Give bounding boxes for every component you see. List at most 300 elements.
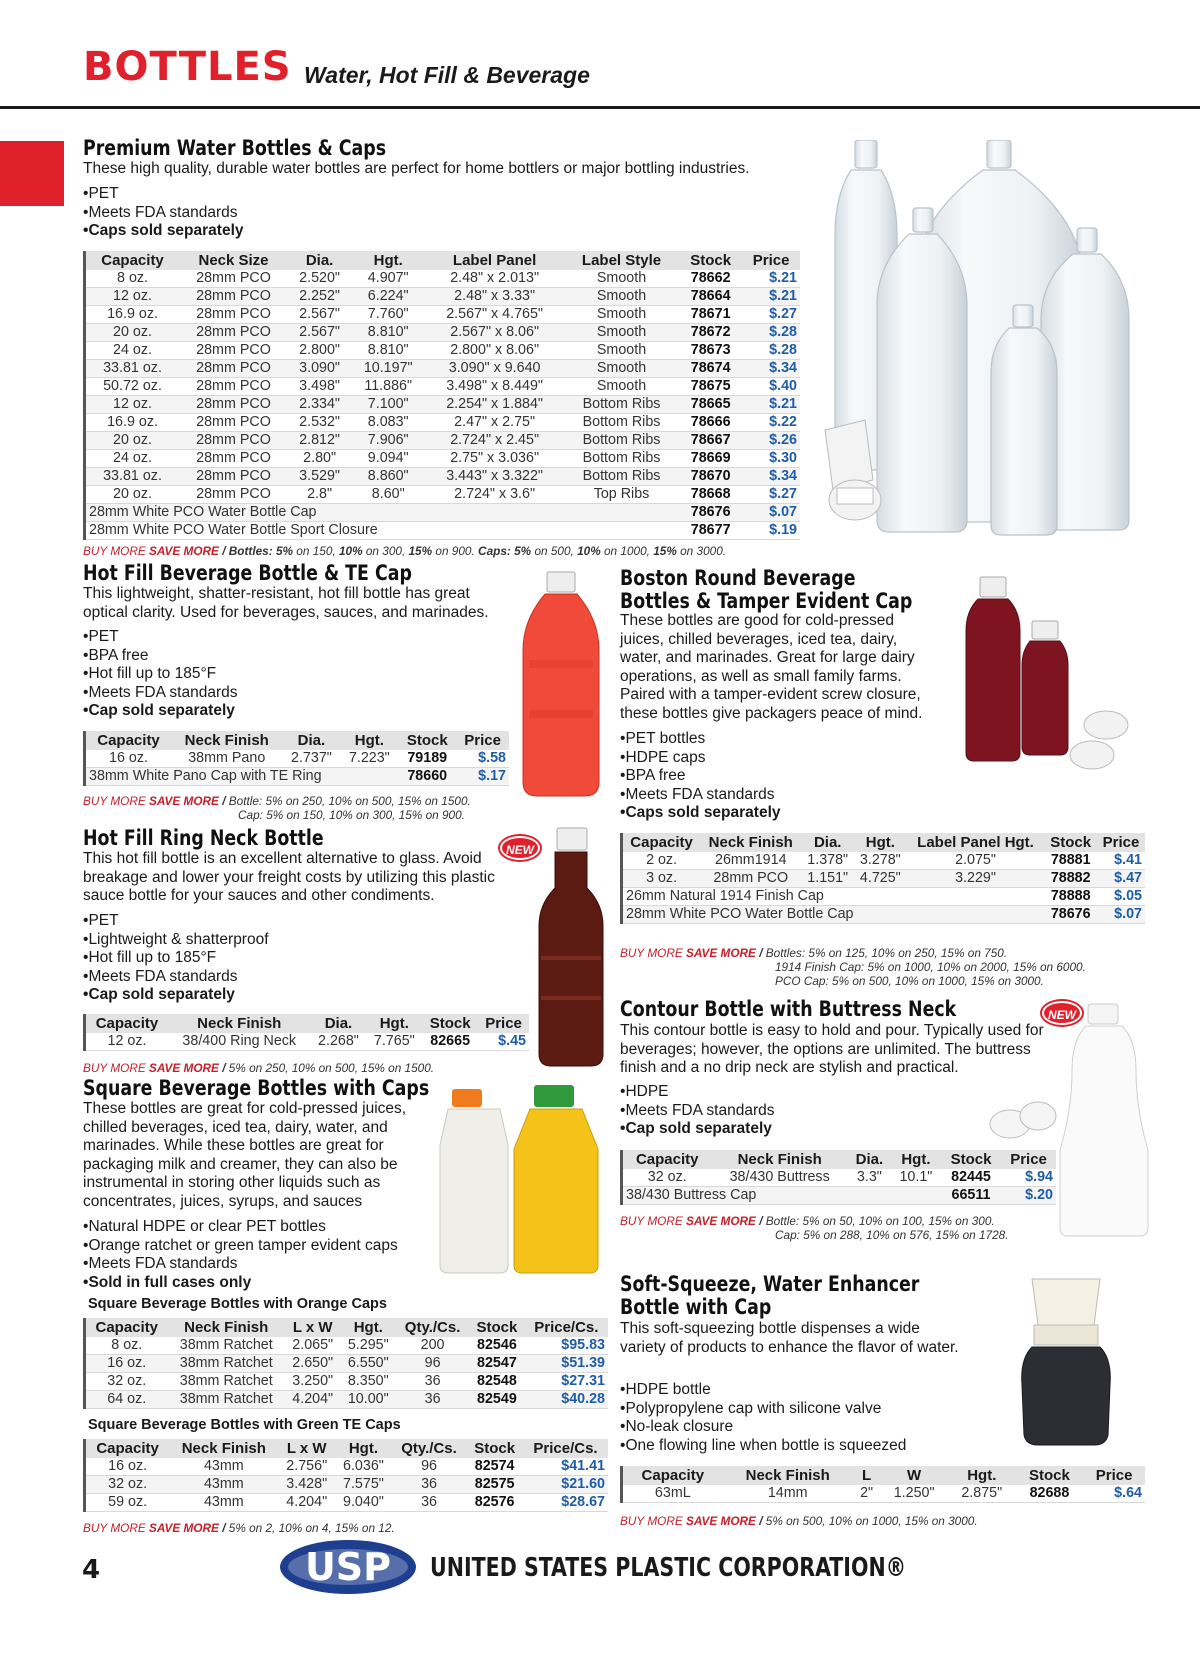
table-cell: 63mL: [622, 1485, 723, 1503]
table-cell: 78674: [679, 360, 742, 378]
table-cell: 2.567": [288, 324, 351, 342]
table-cell: Smooth: [564, 342, 679, 360]
table-cell: 2.254" x 1.884": [425, 396, 564, 414]
table-cell: 28mm PCO: [179, 360, 288, 378]
table-cell: 8.350": [341, 1373, 397, 1391]
table-cell: 20 oz.: [85, 432, 180, 450]
table-cell: 2.800" x 8.06": [425, 342, 564, 360]
premium-title: Premium Water Bottles & Caps: [83, 136, 387, 160]
square-title: Square Beverage Bottles with Caps: [83, 1076, 430, 1100]
water-bottles-image: [815, 140, 1150, 540]
table-cell: 28mm White PCO Water Bottle Sport Closure: [85, 522, 680, 540]
table-cell: 66511: [941, 1187, 1001, 1205]
table-cell: 28mm PCO: [179, 306, 288, 324]
table-row: [85, 450, 801, 468]
column-header: Neck Finish: [723, 1466, 853, 1485]
column-header: Stock: [422, 1014, 478, 1033]
column-header: Price: [456, 731, 509, 750]
table-cell: Smooth: [564, 360, 679, 378]
contour-title: Contour Bottle with Buttress Neck: [620, 997, 957, 1021]
table-cell: 8.810": [351, 324, 425, 342]
bullet: • PET: [83, 185, 244, 204]
table-cell: $.64: [1083, 1485, 1145, 1503]
table-cell: 2.48" x 3.33": [425, 288, 564, 306]
column-header: Hgt.: [340, 731, 398, 750]
table-cell: $.07: [742, 504, 800, 522]
table-row: [85, 1337, 609, 1355]
column-header: Hgt.: [341, 1318, 397, 1337]
table-cell: 7.223": [340, 750, 398, 768]
column-header: Capacity: [622, 1466, 723, 1485]
square-bottles-image: [430, 1085, 610, 1275]
table-cell: 2.724" x 3.6": [425, 486, 564, 504]
page-number: 4: [82, 1555, 101, 1585]
table-row: [85, 414, 801, 432]
table-cell: 2.812": [288, 432, 351, 450]
table-row: [85, 504, 801, 522]
table-cell: 12 oz.: [85, 288, 180, 306]
column-header: Hgt.: [854, 833, 907, 852]
table-cell: 28mm PCO: [179, 486, 288, 504]
table-row: [85, 1391, 609, 1409]
table-cell: 36: [396, 1373, 469, 1391]
table-cell: 2.75" x 3.036": [425, 450, 564, 468]
premium-table: [83, 251, 800, 540]
table-cell: 7.760": [351, 306, 425, 324]
column-header: Neck Finish: [711, 1150, 847, 1169]
page-title: BOTTLES: [83, 44, 292, 90]
table-cell: 6.036": [335, 1458, 392, 1476]
column-header: Stock: [398, 731, 456, 750]
table-cell: 78677: [679, 522, 742, 540]
column-header: Price: [1083, 1466, 1145, 1485]
table-cell: 24 oz.: [85, 342, 180, 360]
table-cell: 3.090": [288, 360, 351, 378]
premium-bullets: [83, 185, 244, 241]
table-cell: $.20: [1001, 1187, 1056, 1205]
boston-buy-more-3: PCO Cap: 5% on 500, 10% on 1000, 15% on 3000.: [775, 974, 1044, 988]
table-cell: $.28: [742, 324, 800, 342]
red-bottle-image: [515, 570, 607, 802]
bullet: • Meets FDA standards: [83, 204, 244, 223]
table-cell: 78675: [679, 378, 742, 396]
bullet: • PET: [83, 912, 269, 931]
table-cell: 28mm White PCO Water Bottle Cap: [622, 906, 1045, 924]
table-cell: Top Ribs: [564, 486, 679, 504]
table-cell: Bottom Ribs: [564, 432, 679, 450]
bullet: • Meets FDA standards: [620, 1102, 774, 1121]
table-cell: $.19: [742, 522, 800, 540]
square-sub1: Square Beverage Bottles with Orange Caps: [88, 1296, 387, 1312]
table-cell: 38/400 Ring Neck: [168, 1033, 311, 1051]
boston-title: Boston Round Beverage Bottles & Tamper Evident Cap: [620, 566, 913, 613]
table-cell: 10.1": [891, 1169, 941, 1187]
square-sub2: Square Beverage Bottles with Green TE Caps: [88, 1417, 401, 1433]
column-header: Price: [1001, 1150, 1056, 1169]
squeeze-buy-more: BUY MORE SAVE MORE / 5% on 500, 10% on 1000, 15% on 3000.: [620, 1514, 978, 1528]
table-cell: 16.9 oz.: [85, 414, 180, 432]
table-cell: 78665: [679, 396, 742, 414]
table-header: [85, 1439, 609, 1458]
table-cell: Bottom Ribs: [564, 414, 679, 432]
table-cell: 96: [392, 1458, 467, 1476]
column-header: Dia.: [288, 251, 351, 270]
table-cell: 2.8": [288, 486, 351, 504]
table-cell: 16 oz.: [85, 1458, 170, 1476]
table-cell: $.40: [742, 378, 800, 396]
table-cell: 32 oz.: [622, 1169, 712, 1187]
table-cell: 8.60": [351, 486, 425, 504]
column-header: Hgt.: [335, 1439, 392, 1458]
table-cell: 26mm Natural 1914 Finish Cap: [622, 888, 1045, 906]
table-cell: 28mm PCO: [179, 342, 288, 360]
table-cell: 32 oz.: [85, 1476, 170, 1494]
table-cell: 6.224": [351, 288, 425, 306]
column-header: Neck Finish: [168, 1014, 311, 1033]
table-cell: 28mm PCO: [179, 396, 288, 414]
table-cell: 14mm: [723, 1485, 853, 1503]
column-header: Hgt.: [891, 1150, 941, 1169]
table-cell: 8.083": [351, 414, 425, 432]
table-row: [85, 486, 801, 504]
table-cell: 10.197": [351, 360, 425, 378]
table-cell: 28mm White PCO Water Bottle Cap: [85, 504, 680, 522]
column-header: Hgt.: [948, 1466, 1016, 1485]
usp-logo: [278, 1536, 418, 1598]
column-header: Dia.: [282, 731, 340, 750]
table-cell: Smooth: [564, 378, 679, 396]
premium-desc: These high quality, durable water bottles are perfect for home bottlers or major bottling industries.: [83, 160, 750, 177]
column-header: Hgt.: [366, 1014, 422, 1033]
contour-buy-more-2: Cap: 5% on 288, 10% on 576, 15% on 1728.: [775, 1228, 1009, 1242]
square-desc: These bottles are great for cold-pressed juices, chilled beverages, iced tea, dairy, water, and marinades. While these bottles are great for packaging milk and creamer, they can also be instrumental in storing other liquids such as concentrates, juices, syrups, and sauces: [83, 1100, 407, 1210]
table-header: [85, 1318, 609, 1337]
table-cell: 59 oz.: [85, 1494, 170, 1512]
table-cell: $.58: [456, 750, 509, 768]
table-cell: 5.295": [341, 1337, 397, 1355]
table-cell: 78671: [679, 306, 742, 324]
column-header: Price: [1097, 833, 1145, 852]
column-header: Stock: [679, 251, 742, 270]
table-cell: 36: [392, 1476, 467, 1494]
table-cell: 3.498" x 8.449": [425, 378, 564, 396]
bullet: • PET bottles: [620, 730, 781, 749]
table-cell: $40.28: [525, 1391, 608, 1409]
table-cell: 38mm Pano: [171, 750, 282, 768]
bullet: • Lightweight & shatterproof: [83, 931, 269, 950]
table-cell: 43mm: [169, 1458, 278, 1476]
table-cell: 78669: [679, 450, 742, 468]
column-header: Price/Cs.: [525, 1318, 608, 1337]
column-header: Dia.: [801, 833, 854, 852]
bullet: • No-leak closure: [620, 1418, 906, 1437]
table-cell: $.28: [742, 342, 800, 360]
table-cell: 28mm PCO: [179, 432, 288, 450]
table-cell: $95.83: [525, 1337, 608, 1355]
table-cell: 78670: [679, 468, 742, 486]
column-header: Stock: [1016, 1466, 1084, 1485]
column-header: Capacity: [85, 1014, 168, 1033]
table-cell: 7.906": [351, 432, 425, 450]
table-cell: 38/430 Buttress: [711, 1169, 847, 1187]
table-cell: 38mm Ratchet: [168, 1391, 285, 1409]
bullet: • Meets FDA standards: [83, 968, 269, 987]
table-cell: 2.567": [288, 306, 351, 324]
sauce-bottle-image: [535, 826, 607, 1070]
new-badge: NEW: [500, 836, 540, 860]
bullet: • Polypropylene cap with silicone valve: [620, 1400, 906, 1419]
column-header: L x W: [285, 1318, 341, 1337]
bullet: • Meets FDA standards: [620, 786, 781, 805]
table-cell: $.34: [742, 360, 800, 378]
table-cell: 2.252": [288, 288, 351, 306]
table-row: [85, 768, 510, 786]
column-header: Qty./Cs.: [392, 1439, 467, 1458]
table-row: [85, 1458, 609, 1476]
table-cell: 78667: [679, 432, 742, 450]
contour-buy-more: BUY MORE SAVE MORE / Bottle: 5% on 50, 10% on 100, 15% on 300.: [620, 1214, 995, 1228]
column-header: Capacity: [622, 833, 701, 852]
bullet: • Meets FDA standards: [83, 1255, 398, 1274]
table-row: [85, 288, 801, 306]
bullet: • Cap sold separately: [620, 1120, 774, 1139]
square-orange-table: [83, 1318, 608, 1409]
hotfill-table: [83, 731, 509, 786]
table-cell: 3.498": [288, 378, 351, 396]
column-header: Neck Finish: [700, 833, 801, 852]
table-row: [85, 750, 510, 768]
boston-table: [620, 833, 1145, 924]
table-cell: 78673: [679, 342, 742, 360]
section-tab: [0, 141, 64, 206]
table-row: [622, 870, 1146, 888]
bullet: • Caps sold separately: [620, 804, 781, 823]
table-cell: 2.80": [288, 450, 351, 468]
table-cell: 2.520": [288, 270, 351, 288]
squeeze-bullets: [620, 1381, 906, 1455]
square-bullets: [83, 1218, 398, 1292]
column-header: Stock: [469, 1318, 525, 1337]
column-header: Label Panel: [425, 251, 564, 270]
table-cell: 10.00": [341, 1391, 397, 1409]
column-header: Capacity: [85, 731, 172, 750]
bullet: • Hot fill up to 185°F: [83, 949, 269, 968]
table-cell: 4.907": [351, 270, 425, 288]
column-header: Neck Finish: [168, 1318, 285, 1337]
bullet: • Meets FDA standards: [83, 684, 237, 703]
table-cell: 8.810": [351, 342, 425, 360]
table-row: [85, 468, 801, 486]
new-badge: NEW: [1042, 1001, 1082, 1025]
bullet: • BPA free: [620, 767, 781, 786]
ringneck-bullets: [83, 912, 269, 1005]
table-cell: 82546: [469, 1337, 525, 1355]
table-cell: Bottom Ribs: [564, 450, 679, 468]
premium-buy-more: BUY MORE SAVE MORE / Bottles: 5% on 150, 10% on 300, 15% on 900. Caps: 5% on 500, 10% on 1000, 15% on 3000.: [83, 544, 727, 558]
table-cell: Smooth: [564, 324, 679, 342]
table-header: [85, 1014, 530, 1033]
table-cell: 11.886": [351, 378, 425, 396]
hotfill-bullets: [83, 628, 237, 721]
table-cell: 7.765": [366, 1033, 422, 1051]
table-cell: 82688: [1016, 1485, 1084, 1503]
table-cell: 3.250": [285, 1373, 341, 1391]
boston-bullets: [620, 730, 781, 823]
boston-bottles-image: [960, 575, 1135, 775]
table-cell: 2.800": [288, 342, 351, 360]
table-cell: $.07: [1097, 906, 1145, 924]
table-header: [622, 1466, 1146, 1485]
table-cell: 78676: [679, 504, 742, 522]
table-cell: 4.204": [278, 1494, 335, 1512]
table-cell: 82445: [941, 1169, 1001, 1187]
table-cell: 20 oz.: [85, 324, 180, 342]
table-cell: 78668: [679, 486, 742, 504]
column-header: Neck Finish: [171, 731, 282, 750]
table-cell: $.47: [1097, 870, 1145, 888]
table-row: [622, 906, 1146, 924]
table-cell: 1.250": [880, 1485, 948, 1503]
table-row: [85, 378, 801, 396]
table-cell: $.27: [742, 486, 800, 504]
table-cell: 16 oz.: [85, 750, 172, 768]
table-header: [85, 731, 510, 750]
boston-buy-more: BUY MORE SAVE MORE / Bottles: 5% on 125, 10% on 250, 15% on 750.: [620, 946, 1008, 960]
table-cell: 8 oz.: [85, 270, 180, 288]
table-cell: 20 oz.: [85, 486, 180, 504]
table-cell: 2.875": [948, 1485, 1016, 1503]
table-cell: 64 oz.: [85, 1391, 168, 1409]
table-row: [85, 396, 801, 414]
column-header: Price/Cs.: [523, 1439, 608, 1458]
table-cell: 82547: [469, 1355, 525, 1373]
squeeze-bottle-image: [1010, 1275, 1140, 1450]
column-header: L x W: [278, 1439, 335, 1458]
table-cell: 33.81 oz.: [85, 360, 180, 378]
table-cell: 79189: [398, 750, 456, 768]
table-cell: 82575: [466, 1476, 523, 1494]
boston-buy-more-2: 1914 Finish Cap: 5% on 1000, 10% on 2000, 15% on 6000.: [775, 960, 1086, 974]
table-cell: 1.378": [801, 852, 854, 870]
table-cell: 38mm Ratchet: [168, 1373, 285, 1391]
table-cell: 3 oz.: [622, 870, 701, 888]
table-cell: $.21: [742, 270, 800, 288]
table-row: [85, 1476, 609, 1494]
table-cell: 2.268": [311, 1033, 367, 1051]
table-cell: 78676: [1044, 906, 1097, 924]
table-row: [622, 888, 1146, 906]
hotfill-buy-more-cap: Cap: 5% on 150, 10% on 300, 15% on 900.: [238, 808, 465, 822]
table-cell: $.22: [742, 414, 800, 432]
bullet: • Caps sold separately: [83, 222, 244, 241]
bullet: • Natural HDPE or clear PET bottles: [83, 1218, 398, 1237]
table-cell: 8 oz.: [85, 1337, 168, 1355]
table-cell: $.27: [742, 306, 800, 324]
ringneck-buy-more: BUY MORE SAVE MORE / 5% on 250, 10% on 500, 15% on 1500.: [83, 1061, 435, 1075]
table-cell: 28mm PCO: [179, 450, 288, 468]
column-header: Stock: [466, 1439, 523, 1458]
table-row: [622, 1485, 1146, 1503]
table-cell: $.17: [456, 768, 509, 786]
column-header: Capacity: [85, 251, 180, 270]
column-header: Label Style: [564, 251, 679, 270]
hotfill-buy-more: BUY MORE SAVE MORE / Bottle: 5% on 250, 10% on 500, 15% on 1500.: [83, 794, 471, 808]
table-cell: Smooth: [564, 270, 679, 288]
table-row: [85, 324, 801, 342]
table-row: [85, 1373, 609, 1391]
table-cell: 2 oz.: [622, 852, 701, 870]
table-row: [622, 852, 1146, 870]
table-cell: 82548: [469, 1373, 525, 1391]
table-row: [85, 522, 801, 540]
table-cell: 78881: [1044, 852, 1097, 870]
column-header: L: [853, 1466, 880, 1485]
column-header: Capacity: [85, 1318, 168, 1337]
table-cell: $.30: [742, 450, 800, 468]
bullet: • One flowing line when bottle is squeezed: [620, 1437, 906, 1456]
table-cell: 28mm PCO: [179, 324, 288, 342]
table-row: [85, 1033, 530, 1051]
table-cell: 28mm PCO: [179, 414, 288, 432]
column-header: Neck Finish: [169, 1439, 278, 1458]
table-cell: 16 oz.: [85, 1355, 168, 1373]
column-header: Hgt.: [351, 251, 425, 270]
header-rule: [0, 106, 1200, 109]
bullet: • Sold in full cases only: [83, 1274, 398, 1293]
table-cell: 78664: [679, 288, 742, 306]
table-cell: 28mm PCO: [179, 468, 288, 486]
table-cell: $.05: [1097, 888, 1145, 906]
table-cell: 3.090" x 9.640: [425, 360, 564, 378]
squeeze-table: [620, 1466, 1145, 1503]
table-cell: $.21: [742, 396, 800, 414]
bullet: • Cap sold separately: [83, 702, 237, 721]
table-cell: 96: [396, 1355, 469, 1373]
table-cell: 4.204": [285, 1391, 341, 1409]
table-cell: 38mm White Pano Cap with TE Ring: [85, 768, 399, 786]
table-row: [85, 432, 801, 450]
column-header: W: [880, 1466, 948, 1485]
table-cell: 43mm: [169, 1494, 278, 1512]
table-header: [85, 251, 801, 270]
table-cell: 78882: [1044, 870, 1097, 888]
column-header: Capacity: [622, 1150, 712, 1169]
table-cell: Bottom Ribs: [564, 468, 679, 486]
table-cell: $.26: [742, 432, 800, 450]
ringneck-table: [83, 1014, 529, 1051]
table-cell: Smooth: [564, 306, 679, 324]
table-cell: 82549: [469, 1391, 525, 1409]
table-cell: 9.040": [335, 1494, 392, 1512]
bullet: • PET: [83, 628, 237, 647]
table-cell: 2.756": [278, 1458, 335, 1476]
hotfill-title: Hot Fill Beverage Bottle & TE Cap: [83, 561, 412, 585]
table-cell: 36: [396, 1391, 469, 1409]
bullet: • HDPE bottle: [620, 1381, 906, 1400]
column-header: Price: [478, 1014, 529, 1033]
table-cell: 4.725": [854, 870, 907, 888]
table-cell: 28mm PCO: [700, 870, 801, 888]
column-header: Price: [742, 251, 800, 270]
column-header: Dia.: [311, 1014, 367, 1033]
table-cell: 2.532": [288, 414, 351, 432]
table-cell: 6.550": [341, 1355, 397, 1373]
column-header: Capacity: [85, 1439, 170, 1458]
table-cell: 82665: [422, 1033, 478, 1051]
table-cell: 1.151": [801, 870, 854, 888]
table-cell: $21.60: [523, 1476, 608, 1494]
column-header: Neck Size: [179, 251, 288, 270]
